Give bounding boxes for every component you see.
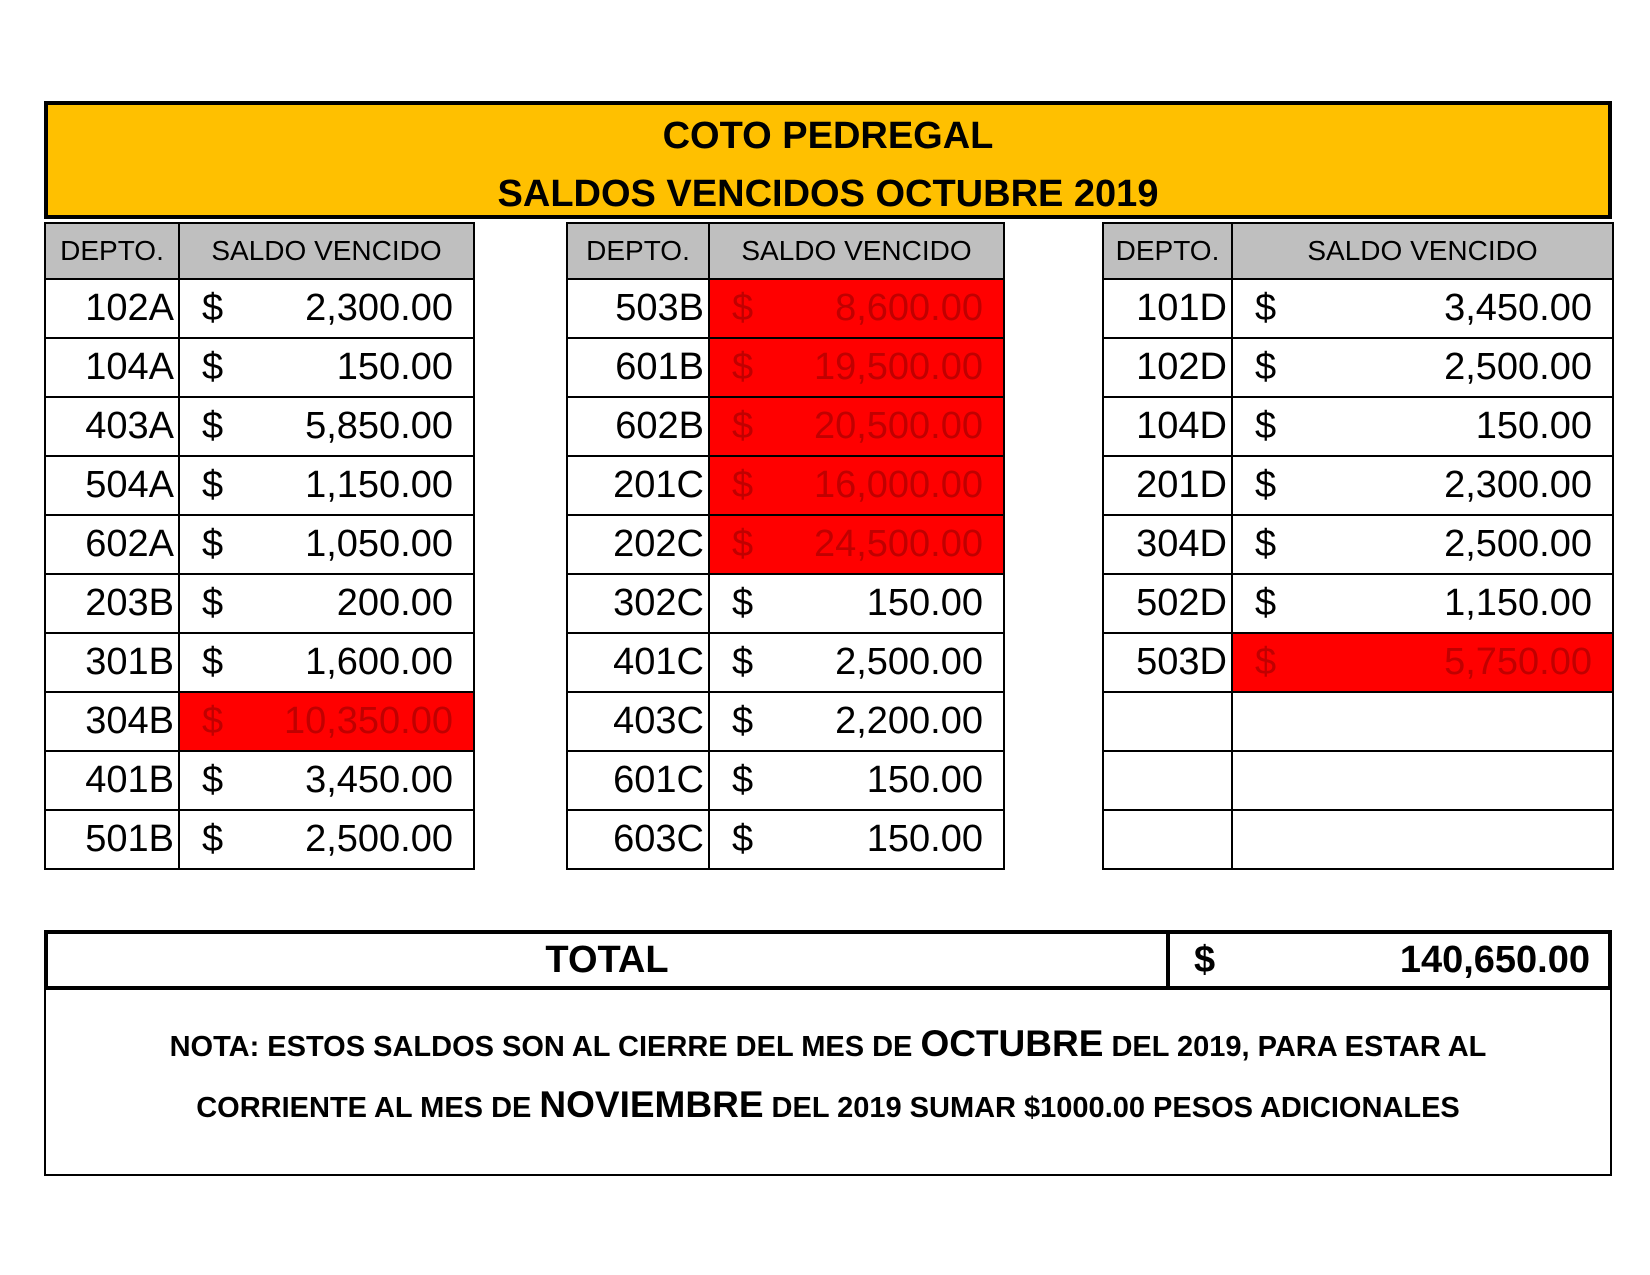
saldo-cell	[709, 751, 1004, 810]
currency-symbol: $	[202, 523, 224, 565]
currency-symbol: $	[202, 818, 224, 860]
depto-cell: 501B	[45, 810, 179, 869]
saldo-amount: 150.00	[866, 582, 983, 624]
saldo-amount: 1,150.00	[305, 464, 453, 506]
depto-cell: 304B	[45, 692, 179, 751]
saldo-cell	[709, 692, 1004, 751]
saldo-cell	[1232, 751, 1613, 810]
table-row	[567, 279, 1004, 338]
column-header-saldo: SALDO VENCIDO	[709, 223, 1004, 279]
table-row	[567, 633, 1004, 692]
depto-cell: 602A	[45, 515, 179, 574]
table-header-row	[45, 223, 474, 279]
depto-cell: 601B	[567, 338, 709, 397]
currency-symbol: $	[202, 464, 224, 506]
saldo-cell	[1232, 810, 1613, 869]
depto-cell: 202C	[567, 515, 709, 574]
table-row	[567, 751, 1004, 810]
saldo-amount: 8,600.00	[835, 287, 983, 329]
saldo-amount: 150.00	[866, 818, 983, 860]
currency-symbol: $	[732, 523, 754, 565]
column-header-depto: DEPTO.	[45, 223, 179, 279]
table-row	[45, 574, 474, 633]
total-row	[44, 930, 1612, 990]
table-row	[45, 397, 474, 456]
depto-cell: 601C	[567, 751, 709, 810]
currency-symbol: $	[1255, 523, 1277, 565]
saldo-cell	[709, 456, 1004, 515]
saldo-amount: 150.00	[866, 759, 983, 801]
saldo-amount: 3,450.00	[305, 759, 453, 801]
table-row	[1103, 633, 1613, 692]
table-header-row	[567, 223, 1004, 279]
balance-table-2	[566, 222, 1005, 870]
table-row	[1103, 456, 1613, 515]
note-text: DEL 2019, PARA ESTAR AL	[1103, 1031, 1487, 1063]
table-row	[1103, 279, 1613, 338]
saldo-amount: 2,200.00	[835, 700, 983, 742]
depto-cell: 104D	[1103, 397, 1232, 456]
title-banner	[44, 101, 1612, 219]
table-row	[567, 574, 1004, 633]
saldo-amount: 1,600.00	[305, 641, 453, 683]
note-text: DEL 2019 SUMAR $1000.00 PESOS ADICIONALES	[763, 1092, 1460, 1124]
currency-symbol: $	[1255, 464, 1277, 506]
table-row	[45, 751, 474, 810]
currency-symbol: $	[732, 464, 754, 506]
saldo-amount: 2,300.00	[1444, 464, 1592, 506]
saldo-amount: 19,500.00	[813, 346, 983, 388]
table-row	[1103, 574, 1613, 633]
currency-symbol: $	[1255, 582, 1277, 624]
saldo-amount: 24,500.00	[813, 523, 983, 565]
total-amount: 140,650.00	[1399, 939, 1590, 981]
depto-cell: 602B	[567, 397, 709, 456]
depto-cell: 201D	[1103, 456, 1232, 515]
depto-cell: 302C	[567, 574, 709, 633]
currency-symbol: $	[732, 346, 754, 388]
currency-symbol: $	[1255, 641, 1277, 683]
saldo-cell	[179, 692, 474, 751]
currency-symbol: $	[732, 287, 754, 329]
table-row	[45, 692, 474, 751]
note-month-october: OCTUBRE	[920, 1023, 1104, 1064]
currency-symbol: $	[1255, 405, 1277, 447]
table-row	[45, 515, 474, 574]
depto-cell: 503B	[567, 279, 709, 338]
saldo-amount: 2,500.00	[1444, 346, 1592, 388]
saldo-amount: 2,500.00	[305, 818, 453, 860]
depto-cell	[1103, 692, 1232, 751]
saldo-cell	[709, 515, 1004, 574]
total-label: TOTAL	[48, 934, 1170, 986]
depto-cell: 301B	[45, 633, 179, 692]
depto-cell: 403A	[45, 397, 179, 456]
total-currency-symbol: $	[1194, 939, 1216, 981]
saldo-amount: 1,150.00	[1444, 582, 1592, 624]
depto-cell: 603C	[567, 810, 709, 869]
table-row	[567, 397, 1004, 456]
depto-cell: 503D	[1103, 633, 1232, 692]
table-row	[45, 633, 474, 692]
column-header-saldo: SALDO VENCIDO	[179, 223, 474, 279]
table-row	[1103, 810, 1613, 869]
table-row	[45, 810, 474, 869]
table-row	[567, 456, 1004, 515]
depto-cell: 502D	[1103, 574, 1232, 633]
saldo-cell	[179, 633, 474, 692]
saldo-cell	[1232, 633, 1613, 692]
saldo-amount: 16,000.00	[813, 464, 983, 506]
saldo-cell	[1232, 574, 1613, 633]
depto-cell: 504A	[45, 456, 179, 515]
title: COTO PEDREGAL	[662, 115, 994, 157]
currency-symbol: $	[1255, 287, 1277, 329]
saldo-cell	[179, 515, 474, 574]
saldo-cell	[709, 810, 1004, 869]
table-header-row	[1103, 223, 1613, 279]
depto-cell: 304D	[1103, 515, 1232, 574]
saldo-amount: 20,500.00	[813, 405, 983, 447]
currency-symbol: $	[732, 700, 754, 742]
note-text: NOTA: ESTOS SALDOS SON AL CIERRE DEL MES DE	[169, 1031, 921, 1063]
table-row	[567, 515, 1004, 574]
currency-symbol: $	[202, 641, 224, 683]
currency-symbol: $	[202, 759, 224, 801]
depto-cell: 401C	[567, 633, 709, 692]
currency-symbol: $	[202, 346, 224, 388]
saldo-cell	[179, 397, 474, 456]
subtitle: SALDOS VENCIDOS OCTUBRE 2019	[497, 173, 1159, 215]
saldo-amount: 150.00	[336, 346, 453, 388]
table-row	[1103, 692, 1613, 751]
saldo-cell	[709, 574, 1004, 633]
saldo-cell	[179, 574, 474, 633]
saldo-cell	[179, 338, 474, 397]
currency-symbol: $	[202, 287, 224, 329]
currency-symbol: $	[1255, 346, 1277, 388]
saldo-amount: 150.00	[1475, 405, 1592, 447]
currency-symbol: $	[732, 405, 754, 447]
saldo-cell	[179, 279, 474, 338]
saldo-cell	[709, 633, 1004, 692]
currency-symbol: $	[732, 759, 754, 801]
saldo-amount: 5,750.00	[1444, 641, 1592, 683]
column-header-depto: DEPTO.	[567, 223, 709, 279]
saldo-cell	[1232, 397, 1613, 456]
depto-cell	[1103, 751, 1232, 810]
table-row	[1103, 515, 1613, 574]
saldo-amount: 10,350.00	[283, 700, 453, 742]
balance-table-1	[44, 222, 475, 870]
column-header-depto: DEPTO.	[1103, 223, 1232, 279]
saldo-cell	[179, 810, 474, 869]
saldo-cell	[1232, 692, 1613, 751]
currency-symbol: $	[202, 700, 224, 742]
depto-cell: 102A	[45, 279, 179, 338]
saldo-cell	[709, 279, 1004, 338]
saldo-cell	[709, 338, 1004, 397]
currency-symbol: $	[732, 641, 754, 683]
saldo-amount: 5,850.00	[305, 405, 453, 447]
note-text: CORRIENTE AL MES DE	[196, 1092, 540, 1124]
balance-table-3	[1102, 222, 1614, 870]
currency-symbol: $	[732, 818, 754, 860]
saldo-amount: 200.00	[336, 582, 453, 624]
table-row	[45, 456, 474, 515]
table-row	[567, 338, 1004, 397]
table-row	[45, 279, 474, 338]
depto-cell: 101D	[1103, 279, 1232, 338]
saldo-cell	[179, 456, 474, 515]
table-row	[1103, 397, 1613, 456]
table-row	[1103, 751, 1613, 810]
table-row	[1103, 338, 1613, 397]
saldo-cell	[1232, 515, 1613, 574]
currency-symbol: $	[202, 582, 224, 624]
saldo-cell	[709, 397, 1004, 456]
depto-cell: 203B	[45, 574, 179, 633]
saldo-amount: 2,300.00	[305, 287, 453, 329]
column-header-saldo: SALDO VENCIDO	[1232, 223, 1613, 279]
depto-cell: 201C	[567, 456, 709, 515]
table-row	[45, 338, 474, 397]
table-row	[567, 692, 1004, 751]
depto-cell: 401B	[45, 751, 179, 810]
depto-cell: 403C	[567, 692, 709, 751]
saldo-cell	[1232, 338, 1613, 397]
table-row	[567, 810, 1004, 869]
saldo-cell	[1232, 456, 1613, 515]
saldo-amount: 3,450.00	[1444, 287, 1592, 329]
currency-symbol: $	[202, 405, 224, 447]
saldo-amount: 1,050.00	[305, 523, 453, 565]
depto-cell: 104A	[45, 338, 179, 397]
note-box	[44, 988, 1612, 1176]
note-month-november: NOVIEMBRE	[539, 1084, 764, 1125]
saldo-cell	[1232, 279, 1613, 338]
saldo-cell	[179, 751, 474, 810]
depto-cell: 102D	[1103, 338, 1232, 397]
saldo-amount: 2,500.00	[1444, 523, 1592, 565]
depto-cell	[1103, 810, 1232, 869]
currency-symbol: $	[732, 582, 754, 624]
saldo-amount: 2,500.00	[835, 641, 983, 683]
